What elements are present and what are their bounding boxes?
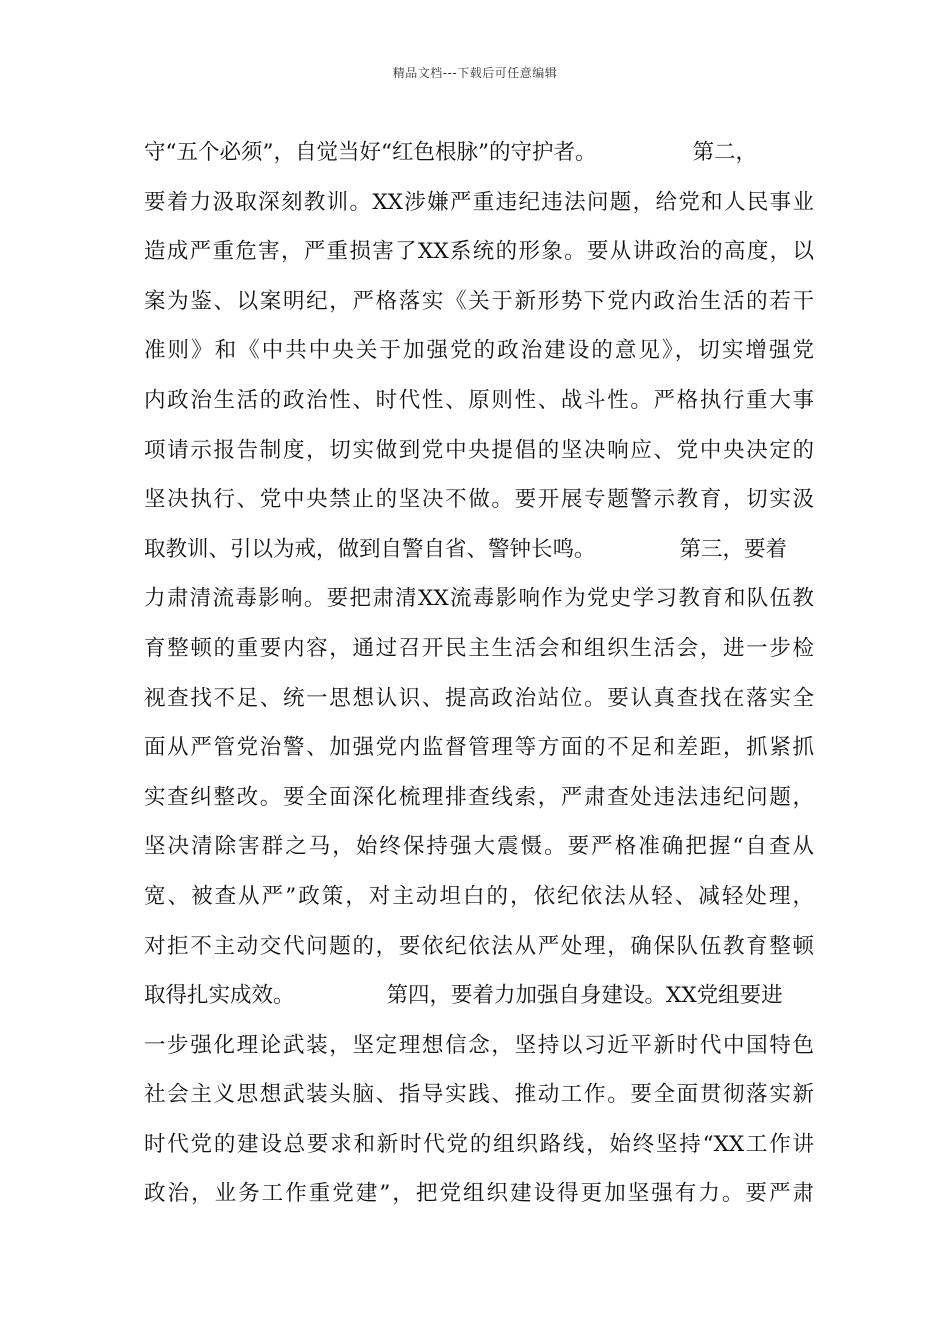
text-line: 宽、被查从严”政策，对主动坦白的，依纪依法从轻、减轻处理， — [144, 883, 814, 909]
page-header: 精品文档---下载后可任意编辑 — [392, 66, 558, 80]
text-line: 政治，业务工作重党建”，把党组织建设得更加坚强有力。要严肃 — [144, 1181, 814, 1207]
text-line: 准则》和《中共中央关于加强党的政治建设的意见》，切实增强党 — [144, 338, 814, 364]
text-line: 案为鉴、以案明纪，严格落实《关于新形势下党内政治生活的若干 — [144, 288, 814, 314]
text-line: 实查纠整改。要全面深化梳理排查线索，严肃查处违法违纪问题， — [144, 784, 814, 810]
text-segment: 第二， — [692, 140, 757, 165]
text-segment: 取教训、引以为戒，做到自警自省、警钟长鸣。 — [144, 536, 596, 562]
text-line: 视查找不足、统一思想认识、提高政治站位。要认真查找在落实全 — [144, 685, 814, 711]
text-line: 育整顿的重要内容，通过召开民主生活会和组织生活会，进一步检 — [144, 635, 814, 661]
text-line: 项请示报告制度，切实做到党中央提倡的坚决响应、党中央决定的 — [144, 437, 814, 463]
text-line: 面从严管党治警、加强党内监督管理等方面的不足和差距，抓紧抓 — [144, 735, 814, 761]
text-line: 社会主义思想武装头脑、指导实践、推动工作。要全面贯彻落实新 — [144, 1082, 814, 1108]
text-segment: 取得扎实成效。 — [144, 983, 295, 1009]
text-segment: 第三，要着 — [679, 536, 788, 562]
text-line: 力肃清流毒影响。要把肃清XX流毒影响作为党史学习教育和队伍教 — [144, 586, 814, 612]
text-line: 坚决清除害群之马，始终保持强大震慑。要严格准确把握“自查从 — [144, 834, 814, 860]
body-text — [144, 128, 814, 1219]
text-line — [144, 525, 814, 575]
text-segment: 守“五个必须”，自觉当好“红色根脉”的守护者。 — [144, 140, 597, 165]
text-segment: 第四，要着力加强自身建设。XX党组要进 — [386, 983, 783, 1009]
text-line: 对拒不主动交代问题的，要依纪依法从严处理，确保队伍教育整顿 — [144, 933, 814, 959]
text-line: 要着力汲取深刻教训。XX涉嫌严重违纪违法问题，给党和人民事业 — [144, 189, 814, 215]
text-line — [144, 128, 814, 178]
text-line — [144, 971, 814, 1021]
text-line: 一步强化理论武装，坚定理想信念，坚持以习近平新时代中国特色 — [144, 1032, 814, 1058]
text-line: 坚决执行、党中央禁止的坚决不做。要开展专题警示教育，切实汲 — [144, 487, 814, 513]
text-line: 内政治生活的政治性、时代性、原则性、战斗性。严格执行重大事 — [144, 387, 814, 413]
text-line: 时代党的建设总要求和新时代党的组织路线，始终坚持“XX工作讲 — [144, 1131, 814, 1157]
text-line: 造成严重危害，严重损害了XX系统的形象。要从讲政治的高度，以 — [144, 239, 814, 265]
